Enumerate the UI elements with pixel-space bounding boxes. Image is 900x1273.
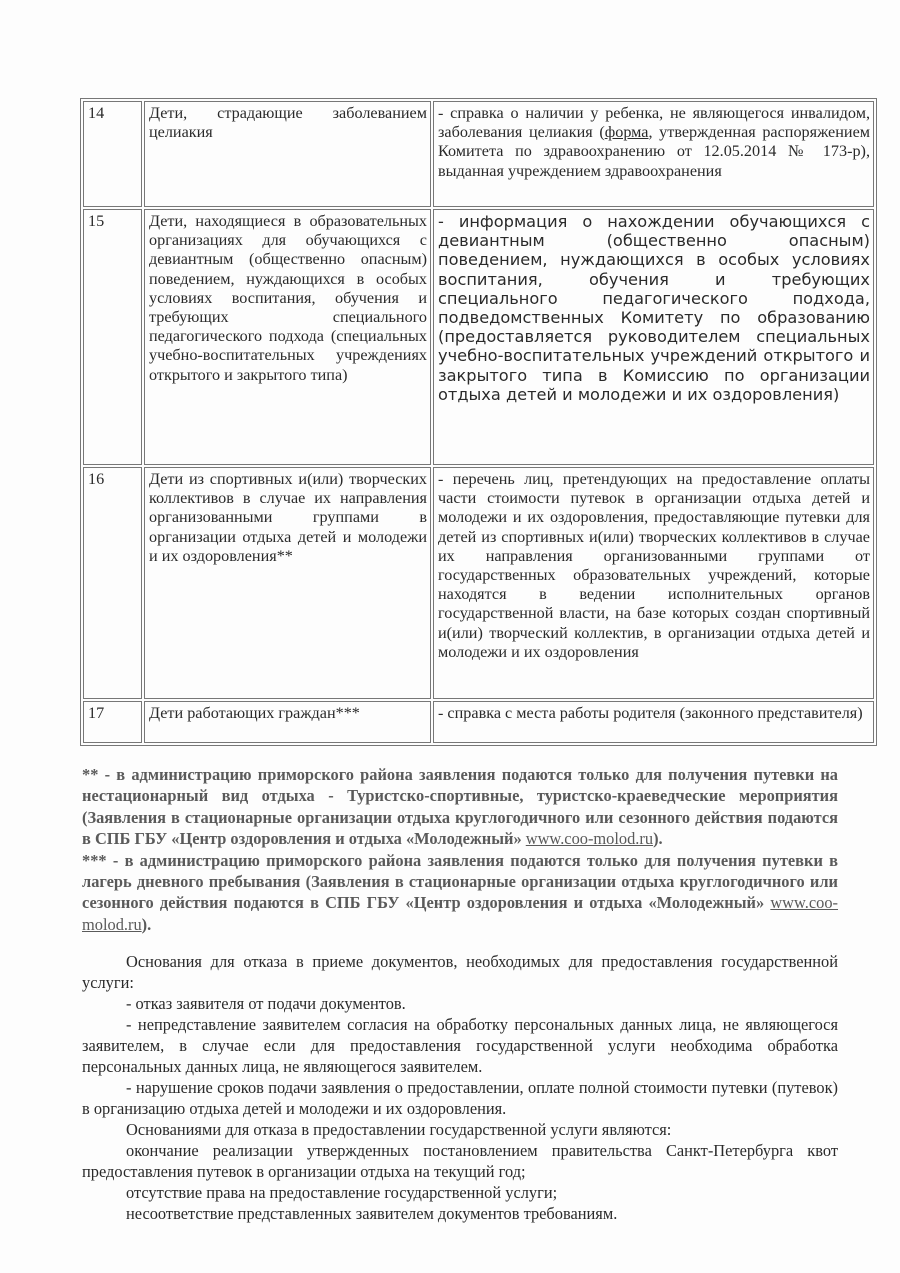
row-number: 15 [83,209,142,465]
category-cell: Дети работающих граждан*** [144,701,431,743]
category-cell: Дети, находящиеся в образовательных организациях для обучающихся с девиантным (общественно опасным) поведением, нуждающихся в особых условиях воспитания, обучения и требующих специального педагогического подхода (специальных учебно-воспитательных учреждениях открытого и закрытого типа) [144,209,431,465]
coo-molod-link[interactable]: www.coo-molod.ru [525,829,654,849]
documents-cell: - перечень лиц, претендующих на предоставление оплаты части стоимости путевок в организации отдыха детей и молодежи и их оздоровления, предоставляющие путевки для детей из спортивных и(или) творческих коллективов в случае их направления организованными группами от государственных образовательных учреждений, которые находятся в ведении исполнительных органов государственной власти, на базе которых создан спортивный и(или) творческий коллектив, в организации отдыха детей и молодежи и их оздоровления [433,467,874,699]
documents-cell: - справка с места работы родителя (законного представителя) [433,701,874,743]
documents-cell: - информация о нахождении обучающихся с девиантным (общественно опасным) поведением, нуждающихся в особых условиях воспитания, обучения и требующих специального педагогического подхода, подведомственных Комитету по образованию (предоставляется руководителем специальных учебно-воспитательных учреждений открытого и закрытого типа в Комиссию по организации отдыха детей и молодежи и их оздоровления) [433,209,874,465]
table-row [83,101,874,207]
documents-text: - справка о наличии у ребенка, не являющегося инвалидом, заболевания целиакия ( [438,104,870,142]
footnote-double-star: ** - в администрацию приморского района заявления подаются только для получения путевки на нестационарный вид отдыха - Туристско-спортивные, туристско-краеведческие мероприятия (Заявления в стационарные организации отдыха круглогодичного или сезонного действия подаются в СПБ ГБУ «Центр оздоровления и отдыха «Молодежный» www.coo-molod.ru). [82,765,838,849]
paragraph: Основания для отказа в приеме документов, необходимых для предоставления государственной услуги: [82,952,838,992]
row-number: 17 [83,701,142,743]
footnotes [82,764,838,935]
footnote-triple-star: *** - в администрацию приморского района заявления подаются только для получения путевки в лагерь дневного пребывания (Заявления в стационарные организации отдыха круглогодичного или сезонного действия подаются в СПБ ГБУ «Центр оздоровления и отдыха «Молодежный» www.coo-molod.ru). [82,850,838,934]
paragraph: Основаниями для отказа в предоставлении государственной услуги являются: [126,1120,672,1139]
row-number: 16 [83,467,142,699]
table-row [83,209,874,465]
refusal-grounds [82,951,838,1224]
category-cell: Дети из спортивных и(или) творческих коллективов в случае их направления организованными группами в организации отдыха детей и молодежи и их оздоровления** [144,467,431,699]
eligibility-table [80,98,877,746]
row-number: 14 [83,101,142,207]
table-row [83,701,874,743]
documents-cell [433,101,874,207]
coo-molod-link[interactable]: www.coo-molod.ru [82,893,838,934]
table-row [83,467,874,699]
category-cell: Дети, страдающие заболеванием целиакия [144,101,431,207]
paragraph: отсутствие права на предоставление государственной услуги; [126,1183,558,1202]
paragraph: - непредставление заявителем согласия на обработку персональных данных лица, не являющегося заявителем, в случае если для предоставления государственной услуги необходима обработка персональных данных лица, не являющегося заявителем. [82,1015,838,1076]
form-link[interactable]: форма [604,123,649,142]
paragraph: несоответствие представленных заявителем документов требованиям. [126,1204,618,1223]
documents-text: , утвержденная распоряжением Комитета по здравоохранению от 12.05.2014 № 173-р), выданная учреждением здравоохранения [438,123,870,180]
paragraph: окончание реализации утвержденных постановлением правительства Санкт-Петербурга квот предоставления путевок в организации отдыха на текущий год; [82,1141,838,1181]
paragraph: - нарушение сроков подачи заявления о предоставлении, оплате полной стоимости путевки (путевок) в организацию отдыха детей и молодежи и их оздоровления. [82,1078,838,1118]
paragraph: - отказ заявителя от подачи документов. [126,994,406,1013]
